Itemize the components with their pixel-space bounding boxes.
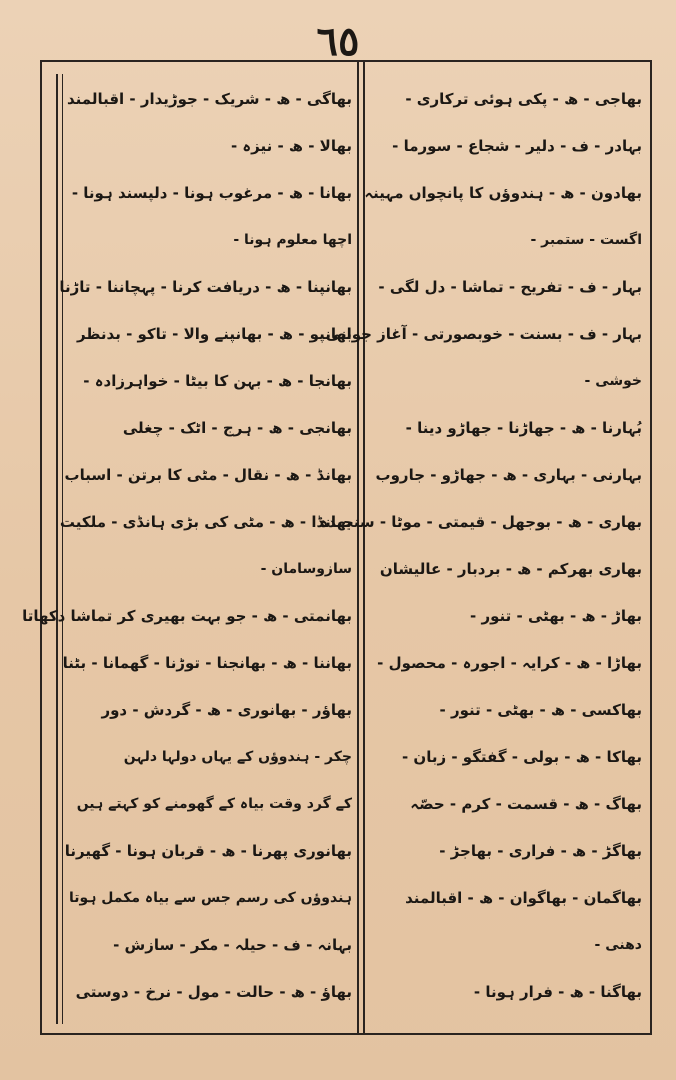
entry-line: بہار - ف - تفریح - تماشا - دل لگی - [378, 278, 642, 296]
entry-line: بھاگ - ھ - قسمت - کرم - حصّہ [410, 795, 642, 813]
entry-line: کے گرد وقت بیاہ کے گھومنے کو کہتے ہیں [76, 796, 352, 812]
entry-line: بھاگی - ھ - شریک - جوڑیدار - اقبالمند [67, 90, 352, 108]
entry-line: بھانڈ - ھ - نقال - مٹی کا برتن - اسباب [64, 466, 352, 484]
right-column [319, 76, 642, 1026]
entry-line: بھاڑا - ھ - کرایہ - اجورہ - محصول - [377, 654, 642, 672]
entry-line: بُہارنا - ھ - جھاڑنا - جھاڑو دینا - [405, 419, 642, 437]
entry-line: خوشی - [584, 373, 642, 389]
entry-line: بھاجی - ھ - پکی ہوئی ترکاری - [405, 90, 642, 108]
entry-line: بھانڈا - ھ - مٹی کی بڑی ہانڈی - ملکیت [59, 513, 352, 531]
entry-line: بھاکا - ھ - بولی - گفتگو - زبان - [401, 748, 642, 766]
entry-line: بھاگنا - ھ - فرار ہونا - [473, 983, 642, 1001]
left-column [22, 76, 352, 1026]
entry-line: بہار - ف - بسنت - خوبصورتی - آغاز جوانی [325, 325, 642, 343]
entry-line: بھاری بھرکم - ھ - بردبار - عالیشان [379, 560, 642, 578]
entry-line: دھنی - [594, 937, 642, 953]
entry-line: بھادون - ھ - ہندوؤں کا پانچواں مہینہ [364, 184, 642, 202]
entry-line: بھاؤ - ھ - حالت - مول - نرخ - دوستی [75, 983, 352, 1001]
entry-line: بہارنی - بہاری - ھ - جھاڑو - جاروب [375, 466, 642, 484]
entry-line: چکر - ہندوؤں کے یہاں دولہا دلہن [123, 749, 352, 765]
entry-line: ہندوؤں کی رسم جس سے بیاہ مکمل ہوتا [68, 890, 352, 906]
entry-line: بہانہ - ف - حیلہ - مکر - سازش - [113, 936, 352, 954]
entry-line: بھاڑ - ھ - بھٹی - تنور - [470, 607, 642, 625]
entry-line: بھاننا - ھ - بھانجنا - توڑنا - گھمانا - بٹنا [62, 654, 352, 672]
entry-line: بہادر - ف - دلیر - شجاع - سورما - [392, 137, 642, 155]
page-number: ٦٥ [316, 18, 360, 65]
entry-line: بھاگمان - بھاگوان - ھ - اقبالمند [405, 889, 642, 907]
entry-line: بھانا - ھ - مرغوب ہونا - دلپسند ہونا - [71, 184, 352, 202]
entry-line: بھانپو - ھ - بھانپنے والا - تاکو - بدنظر [76, 325, 352, 343]
inner-rule [56, 74, 63, 1024]
entry-line: بھاؤر - بھانوری - ھ - گردش - دور [101, 701, 352, 719]
entry-line: اچھا معلوم ہونا - [233, 232, 352, 248]
entry-line: سازوسامان - [260, 561, 352, 577]
entry-line: اگست - ستمبر - [530, 232, 642, 248]
entry-line: بھانپنا - ھ - دریافت کرنا - پہچاننا - تاڑنا [59, 278, 352, 296]
entry-line: بھاکسی - ھ - بھٹی - تنور - [439, 701, 642, 719]
entry-line: بھانوری پھرنا - ھ - قربان ہونا - گھیرنا [64, 842, 352, 860]
entry-line: بھاری - ھ - بوجھل - قیمتی - موٹا - سنجیدہ [319, 513, 642, 531]
entry-line: بھانجا - ھ - بہن کا بیٹا - خواہرزادہ - [83, 372, 352, 390]
entry-line: بھانجی - ھ - ہرج - اٹک - چغلی [122, 419, 352, 437]
entry-line: بھالا - ھ - نیزہ - [230, 137, 352, 155]
entry-line: بھانمتی - ھ - جو بہت بھیری کر تماشا دکھاتا [22, 607, 352, 625]
entry-line: بھاگڑ - ھ - فراری - بھاجڑ - [439, 842, 642, 860]
